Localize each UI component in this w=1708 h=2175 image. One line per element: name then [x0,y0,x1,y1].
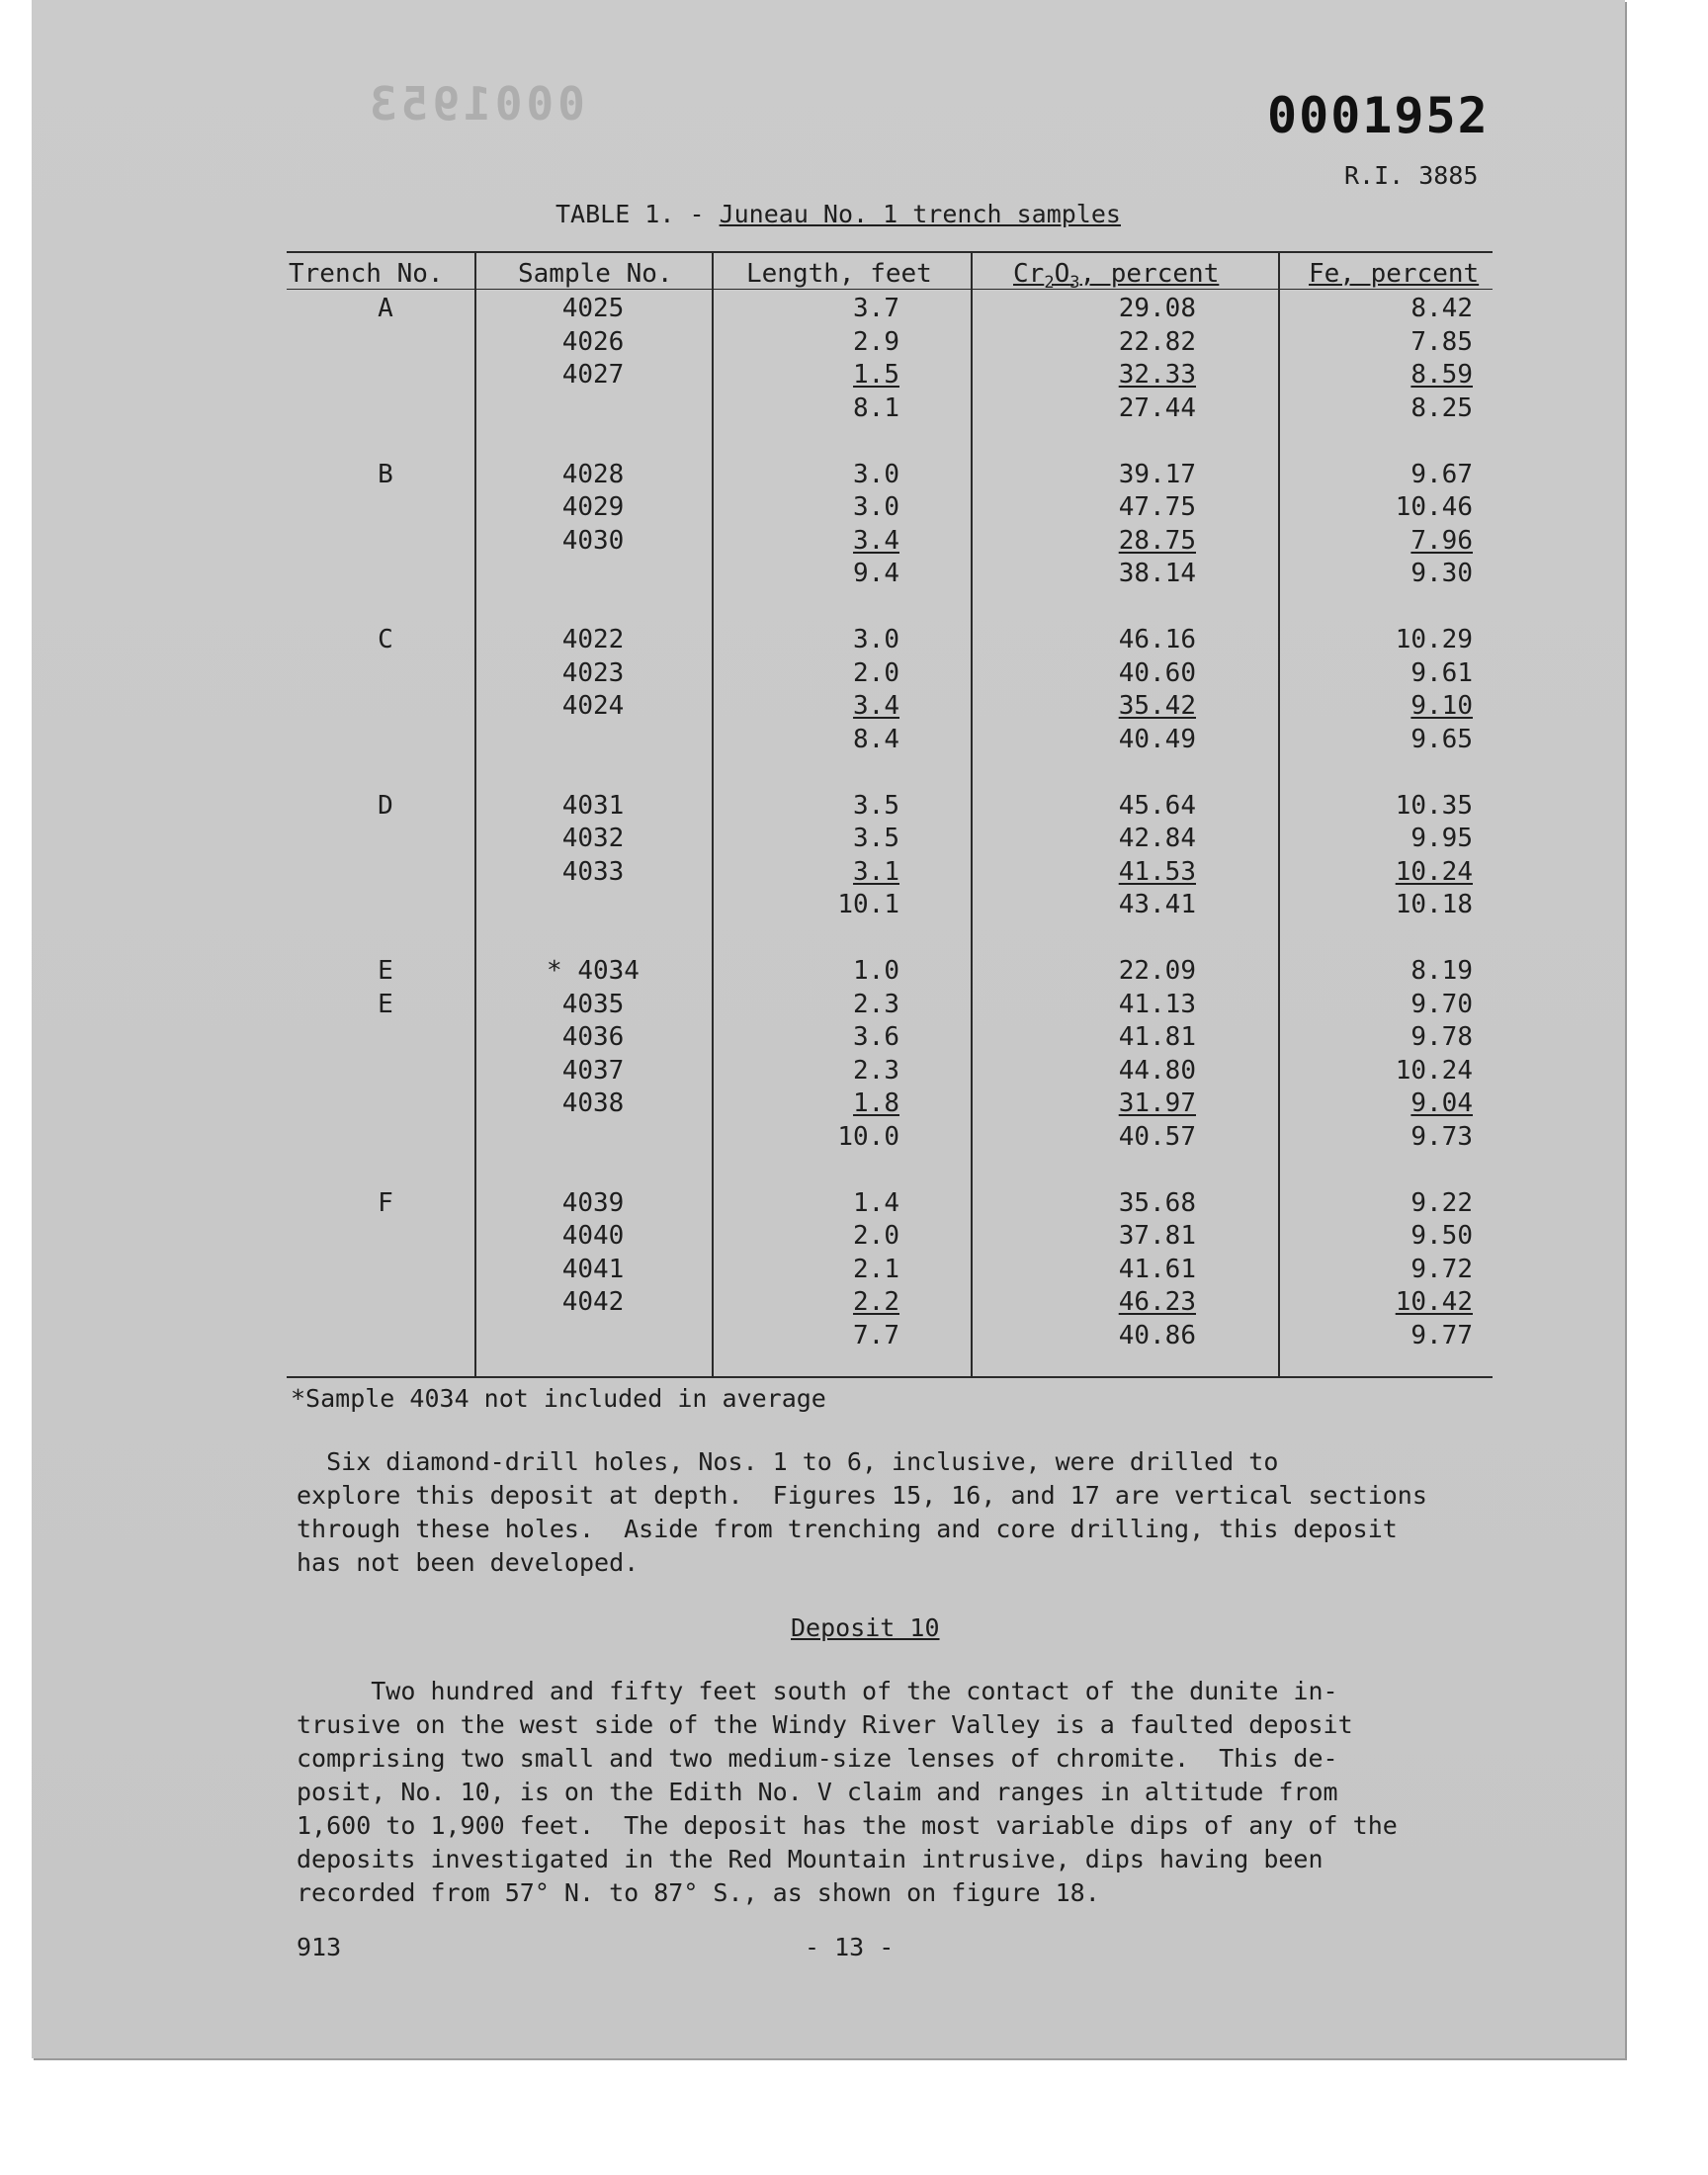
average-cr2o3-value: 27.44 [1118,392,1196,423]
average-fe-value: 9.73 [1410,1121,1473,1152]
column-divider [712,251,714,1378]
length-value: 3.5 [853,824,899,853]
column-divider [1278,251,1280,1378]
length-value: 3.1 [853,856,899,887]
average-fe-value: 10.18 [1395,890,1473,919]
cr2o3-value: 39.17 [1118,459,1196,489]
fe-value: 7.96 [1410,525,1473,556]
body-paragraph-drill-holes: Six diamond-drill holes, Nos. 1 to 6, inclusive, were drilled to explore this deposit at depth. Figures 15, 16, and 17 are vertical sections through these holes. Aside from trenching and core drilling, this deposit has not been developed. [297,1447,1427,1577]
sample-number: 4028 [561,459,625,489]
trench-samples-table [287,251,1493,1378]
fe-value: 9.67 [1410,459,1473,489]
cr2o3-value: 46.16 [1118,625,1196,654]
sample-number: 4023 [561,657,625,688]
column-divider [971,251,973,1378]
cr2o3-value: 41.53 [1118,856,1196,887]
fe-value: 9.95 [1410,824,1473,853]
length-value: 1.4 [853,1187,899,1218]
length-value: 3.0 [853,459,899,489]
header-rule [287,289,1493,290]
length-value: 3.4 [853,691,899,721]
cr2o3-value: 28.75 [1118,525,1196,556]
page-stamp-number: 0001952 [1267,87,1490,144]
fe-value: 10.29 [1395,625,1473,654]
cr2o3-value: 35.68 [1118,1187,1196,1218]
document-page [32,0,1625,2058]
total-length-value: 7.7 [853,1320,899,1350]
cr2o3-value: 47.75 [1118,492,1196,522]
sample-number: 4022 [561,625,625,654]
average-fe-value: 9.77 [1410,1320,1473,1350]
length-value: 1.8 [853,1088,899,1118]
cr2o3-value: 22.82 [1118,326,1196,357]
fe-value: 10.24 [1395,1055,1473,1086]
average-cr2o3-value: 38.14 [1118,559,1196,588]
sample-number: 4039 [561,1187,625,1218]
bleed-through-stamp: 0001953 [366,77,585,130]
cr2o3-value: 41.13 [1118,989,1196,1019]
total-length-value: 9.4 [853,559,899,588]
average-fe-value: 9.30 [1410,559,1473,588]
length-value: 2.1 [853,1254,899,1284]
length-value: 2.3 [853,989,899,1019]
average-cr2o3-value: 43.41 [1118,890,1196,919]
fe-value: 9.70 [1410,989,1473,1019]
fe-value: 9.04 [1410,1088,1473,1118]
sample-number: 4041 [561,1254,625,1284]
sample-number: 4035 [561,989,625,1019]
fe-value: 9.10 [1410,691,1473,721]
sample-number: * 4034 [547,956,640,986]
length-value: 3.7 [853,294,899,323]
sample-number: 4025 [561,294,625,323]
length-value: 1.0 [853,956,899,986]
cr2o3-value: 45.64 [1118,790,1196,821]
cr2o3-value: 22.09 [1118,956,1196,986]
length-value: 2.2 [853,1287,899,1317]
footer-report-number: 913 [297,1933,342,1961]
fe-value: 9.72 [1410,1254,1473,1284]
sample-number: 4040 [561,1221,625,1251]
length-value: 3.5 [853,790,899,821]
header-fe-percent: Fe, percent [1309,259,1480,289]
total-length-value: 10.0 [837,1121,899,1152]
fe-value: 9.50 [1410,1221,1473,1251]
fe-value: 9.61 [1410,657,1473,688]
sample-number: 4038 [561,1088,625,1118]
average-fe-value: 8.25 [1410,392,1473,423]
header-length-feet: Length, feet [746,259,932,289]
cr2o3-value: 42.84 [1118,824,1196,853]
sample-number: 4036 [561,1022,625,1052]
trench-label: F [378,1187,393,1218]
fe-value: 10.42 [1395,1287,1473,1317]
fe-value: 9.22 [1410,1187,1473,1218]
table-caption-title: Juneau No. 1 trench samples [719,200,1121,228]
section-heading: Deposit 10 [791,1613,940,1642]
cr2o3-value: 46.23 [1118,1287,1196,1317]
sample-number: 4042 [561,1287,625,1317]
trench-label: A [378,294,393,323]
cr2o3-value: 40.60 [1118,657,1196,688]
sample-number: 4032 [561,824,625,853]
cr2o3-value: 29.08 [1118,294,1196,323]
page-number: - 13 - [805,1933,895,1961]
sample-number: 4029 [561,492,625,522]
sample-number: 4026 [561,326,625,357]
length-value: 2.3 [853,1055,899,1086]
sample-number: 4033 [561,856,625,887]
table-bottom-rule [287,1376,1493,1378]
length-value: 3.0 [853,625,899,654]
sample-number: 4037 [561,1055,625,1086]
trench-label: D [378,790,393,821]
fe-value: 8.19 [1410,956,1473,986]
fe-value: 7.85 [1410,326,1473,357]
sample-number: 4024 [561,691,625,721]
table-caption-prefix: TABLE 1. - [555,200,720,228]
header-cr2o3-percent: $Cr_2O_3$, percent [1013,259,1220,294]
sample-number: 4027 [561,360,625,390]
fe-value: 10.24 [1395,856,1473,887]
cr2o3-value: 41.61 [1118,1254,1196,1284]
fe-value: 8.42 [1410,294,1473,323]
cr2o3-value: 44.80 [1118,1055,1196,1086]
sample-number: 4031 [561,790,625,821]
body-paragraph-deposit-10: Two hundred and fifty feet south of the contact of the dunite in- trusive on the west side of the Windy River Valley is a faulted deposit comprising two small and two medium-size lenses of chromite. This de- posit, No. 10, is on the Edith No. V claim and ranges in altitude from 1,600 to 1,900 feet. The deposit has the most variable dips of any of the deposits investigated in the Red Mountain intrusive, dips having been recorded from 57° N. to 87° S., as shown on figure 18. [297,1677,1398,1907]
table-footnote: *Sample 4034 not included in average [291,1384,826,1413]
length-value: 1.5 [853,360,899,390]
length-value: 2.0 [853,657,899,688]
length-value: 3.6 [853,1022,899,1052]
fe-value: 10.35 [1395,790,1473,821]
average-fe-value: 9.65 [1410,724,1473,754]
trench-label: B [378,459,393,489]
table-caption [555,200,1121,228]
cr2o3-value: 32.33 [1118,360,1196,390]
length-value: 2.0 [853,1221,899,1251]
fe-value: 9.78 [1410,1022,1473,1052]
total-length-value: 8.4 [853,724,899,754]
cr2o3-value: 31.97 [1118,1088,1196,1118]
average-cr2o3-value: 40.86 [1118,1320,1196,1350]
fe-value: 10.46 [1395,492,1473,522]
total-length-value: 10.1 [837,890,899,919]
average-cr2o3-value: 40.57 [1118,1121,1196,1152]
trench-label: E [378,956,393,986]
trench-label: E [378,989,393,1019]
sample-number: 4030 [561,525,625,556]
trench-label: C [378,625,393,654]
report-id: R.I. 3885 [1344,161,1479,190]
header-sample-no: Sample No. [518,259,673,289]
total-length-value: 8.1 [853,392,899,423]
cr2o3-value: 37.81 [1118,1221,1196,1251]
average-cr2o3-value: 40.49 [1118,724,1196,754]
cr2o3-value: 35.42 [1118,691,1196,721]
fe-value: 8.59 [1410,360,1473,390]
length-value: 3.0 [853,492,899,522]
header-trench-no: Trench No. [289,259,444,289]
length-value: 2.9 [853,326,899,357]
length-value: 3.4 [853,525,899,556]
cr2o3-value: 41.81 [1118,1022,1196,1052]
table-top-rule [287,251,1493,253]
